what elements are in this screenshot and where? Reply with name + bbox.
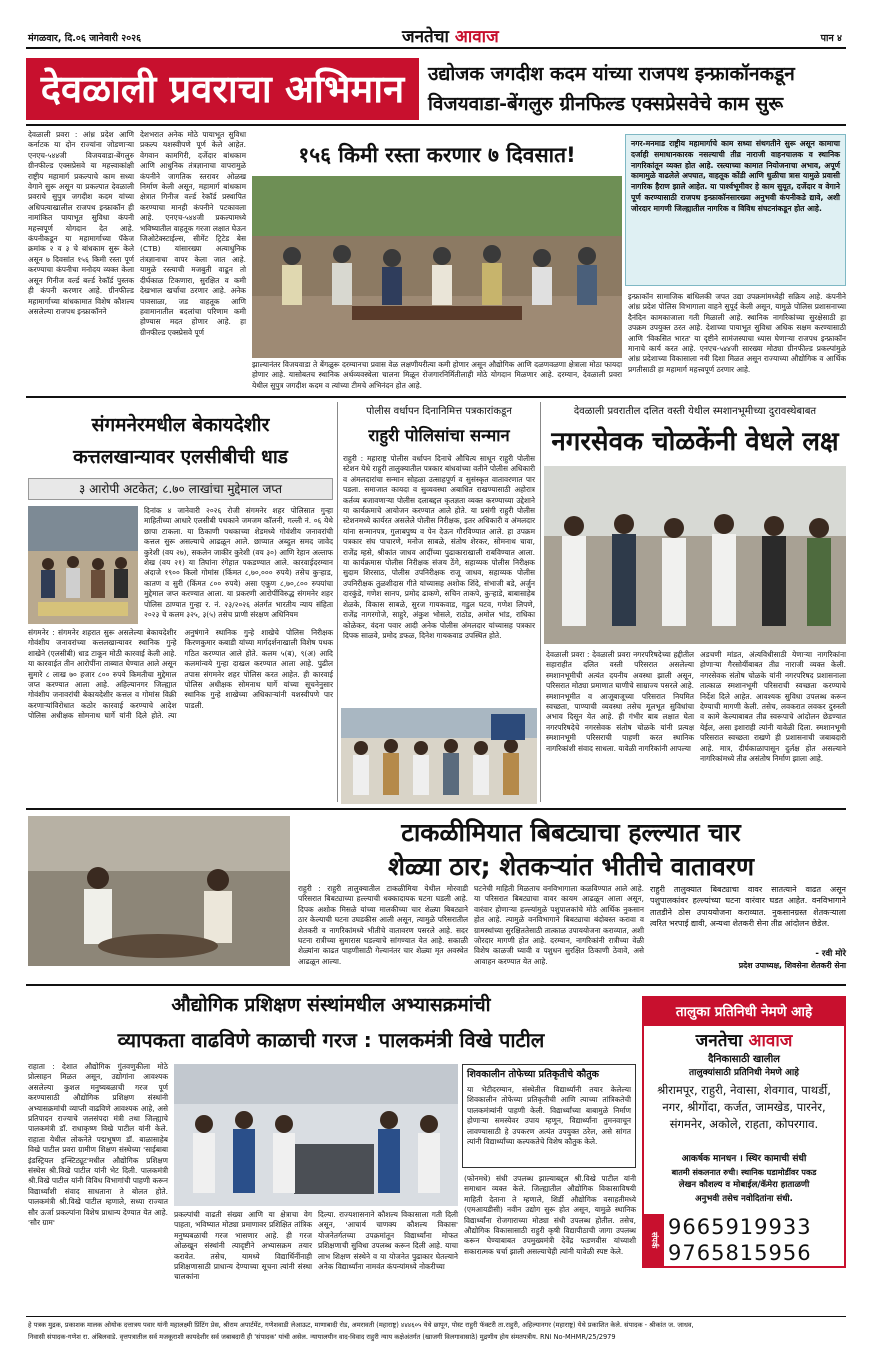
imprint-line-1: हे पत्रक मुद्रक, प्रकाशक मालक ओयोक दत्तात्रय पवार यांनी महालक्ष्मी प्रिंटिंग प्रेस, श्रीराम अपार्टमेंट, गणेशवाडी लेआऊट, माणाबादी रोड, अमरावती (महाराष्ट्र) ४४४६०५ येथे छापून, पोस्ट राहुरी फॅक्टरी ता.राहुरी, अहिल्यानगर (महाराष्ट्र) येथे प्रकाशित केले. संपादक - श्रीकांत ज. जाधव, [28, 1321, 694, 1329]
masthead-logo [402, 24, 499, 47]
iti-photo [174, 1064, 458, 1206]
nagarsevak-col-2: अडचणी मांडत, अंत्यविधीसाठी येणाऱ्या नागरिकांना होणाऱ्या गैरसोयींबाबत तीव्र नाराजी व्यक्त केली. नगरसेवक संतोष चोळके यांनी नगरपरिषद प्रशासनाला तात्काळ स्मशानभूमी परिसराची स्वच्छता करण्याचे निर्देश दिले आहेत. आवश्यक सुविधा उपलब्ध करून देण्याची मागणी केली. तसेच, लवकरात लवकर दुरुस्ती व कामे केल्याबाबत तीव्र स्वरूपाचे आंदोलन छेडण्यात येईल, असा इशाराही त्यांनी यावेळी दिला. स्मशानभूमी परिसरात स्वच्छता राखणे ही प्रशासनाची जबाबदारी आहे. मात्र, दीर्घकाळापासून दुर्लक्ष होत असल्याने नागरिकांमध्ये तीव्र असंतोष निर्माण झाला आहे. [700, 650, 846, 764]
nagarsevak-divider [540, 402, 541, 802]
leopard-quote-title: प्रदेश उपाध्यक्ष, शिवसेना शेतकरी सेना [738, 961, 846, 970]
lead-headline-2: विजयवाडा-बेंगलुरु ग्रीनफिल्ड एक्सप्रेसवेचे काम सुरू [428, 93, 784, 115]
nagarsevak-kicker: देवळाली प्रवरातील दलित वस्ती येथील स्मशानभूमीच्या दुरावस्थेबाबत [573, 406, 817, 417]
section-rule-3 [26, 984, 846, 986]
rep-ad-line-4: अनुभवी तसेच नवोदितांना संधी. [695, 1194, 793, 1204]
rep-ad-logo-janatecha: जनतेचा [695, 1031, 743, 1051]
issue-date: मंगळवार, दि.०६ जानेवारी २०२६ [28, 33, 142, 44]
rahuri-headline: राहुरी पोलिसांचा सन्मान [368, 426, 510, 445]
rep-ad-line-2: बातमी संकलनात रुची। स्थानिक घडामोडींवर पकड [671, 1168, 817, 1177]
section-rule-1 [26, 396, 846, 398]
lead-right-body: इन्फ्राकॉन सामाजिक बांधिलकी जपत उद्या उपक्रमांमध्येही सक्रिय आहे. कंपनीने आंध्र प्रदेश पोलिस विभागाला वाहने सुपूर्द केली असून, यामुळे पोलिस प्रशासनाच्या दैनंदिन कामकाजाला गती मिळाली आहे. स्थानिक नागरिकांच्या सुरक्षेसाठी हा उपक्रम उपयुक्त ठरत आहे. देशाच्या पायाभूत सुविधा अधिक सक्षम करण्यासाठी आणि 'विकसित भारत' या दृष्टीने सामंजस्याचा ध्यास घेणाऱ्या राजपथ इन्फ्राकॉन मानाचे कार्य करत आहे. एनएच-५४४जी सारख्या मोठ्या ग्रीनफील्ड प्रकल्पांमुळे आंध्र प्रदेशाच्या विकासाला नवी दिशा मिळत असून राज्याच्या औद्योगिक व आर्थिक प्रगतीसाठी हा महामार्ग महत्त्वपूर्ण ठरणार आहे. [628, 292, 846, 374]
lead-banner-title: देवळाली प्रवराचा अभिमान [40, 67, 405, 111]
rahuri-divider [337, 402, 338, 802]
logo-word-awaj: आवाज [454, 27, 499, 47]
sangamner-subhead-bar [28, 478, 333, 500]
iti-headline-1: औद्योगिक प्रशिक्षण संस्थांमधील अभ्यासक्रमांची [171, 994, 491, 1016]
nagarsevak-photo [544, 466, 846, 644]
rep-ad-contact-label [644, 1214, 664, 1266]
leopard-quote: राहुरी तालुक्यात बिबट्याचा वावर सातत्याने वाढत असून पशुपालकांवर हल्ल्यांच्या घटना वारंवार घडत आहेत. वनविभागाने तातडीने ठोस उपाययोजना कराव्यात. नुकसानग्रस्त शेतकऱ्याला त्वरित भरपाई द्यावी, अन्यथा शेतकरी सेना तीव्र आंदोलन छेडेल. [650, 885, 846, 929]
iti-col-3: दिल्या. राज्यशासनाने कौशल्य विकासाला गती दिली असून, 'आचार्य चाणक्य कौशल्य विकास' योजनेतर्गतच्या उपक्रमांतून विद्यार्थ्यांना मोफत प्रशिक्षणाची सुविधा उपलब्ध करून दिली आहे. याचा लाभ शिक्षण संस्थेने व या योजनेत पुढाकार घेतल्याने अनेक विद्यार्थ्यांना नामवंत कंपन्यांमध्ये नोकरीच्या [318, 1210, 458, 1272]
leopard-headline-1: टाकळीमियात बिबट्याचा हल्ल्यात चार [401, 818, 741, 847]
lead-rule [26, 124, 846, 126]
rep-ad-phone-2[interactable]: 9765815956 [668, 1241, 812, 1265]
leopard-col-2: घटनेची माहिती मिळताच वनविभागाला कळविण्यात आले आहे. या परिसरात बिबट्याचा वावर कायम आढळून आला असून, वारंवार होणाऱ्या हल्ल्यांमुळे पशुपालकांचे मोठे आर्थिक नुकसान होत आहे. त्यामुळे वनविभागाने बिबट्याचा बंदोबस्त करावा व ग्रामस्थांच्या सुरक्षिततेसाठी तात्काळ उपाययोजना कराव्यात, अशी जोरदार मागणी होत आहे. दरम्यान, नागरिकांनी रात्रीच्या वेळी विशेष काळजी घ्यावी व पशुधन सुरक्षित ठिकाणी ठेवावे, असे आवाहन करण्यात येत आहे. [474, 884, 644, 966]
iti-sidebar-title: शिवकालीन तोफेच्या प्रतिकृतीचे कौतुक [467, 1069, 599, 1080]
lead-photo-caption: झाल्यानंतर विजयवाडा ते बेंगळुरू दरम्यानचा प्रवास वेळ लक्षणीयरीत्या कमी होणार असून औद्योगिक आणि दळणवळणा क्षेत्राला मोठा फायदा होणार आहे. यासोबतच स्थानिक अर्थव्यवस्थेला चालना मिळून रोजगारनिर्मितीलाही मोठे योगदान मिळणार आहे. दरम्यान, देवळाली प्रवरा येथील सुपुत्र जगदीश कदम व त्यांच्या टीमचे अभिनंदन होत आहे. [252, 360, 622, 390]
lead-photo [252, 176, 622, 358]
lead-banner [26, 58, 419, 120]
rahuri-kicker: पोलीस वर्धापन दिनानिमित्त पत्रकारांकडून [366, 406, 512, 417]
page-number: पान ४ [820, 33, 842, 44]
rep-ad-logo [644, 1028, 844, 1051]
rep-ad-places: श्रीरामपूर, राहुरी, नेवासा, शेवगाव, पाथर्डी, नगर, श्रीगोंदा, कर्जत, जामखेड, पारनेर, संगमनेर, अकोले, राहता, कोपरगाव. [657, 1083, 831, 1131]
imprint-line-2: निवासी संपादक-गणेश रा. अंबिलवाडे. वृत्तपत्रातील सर्व मजकूराशी कायदेशीर सर्व जबाबदारी ही 'संपादक' यांची असेल. न्यायालयीन वाद-विवाद राहुरी न्याय कक्षेअंतर्गत (खाजगी विलगावासाठे) मुद्रणीय होय संमतपत्रीय. RNI No-MHMR/25/2979 [28, 1333, 616, 1341]
rep-ad-sub-1: दैनिकासाठी खालील [708, 1054, 780, 1065]
rep-ad-sub-2: तालुक्यांसाठी प्रतिनिधी नेमणे आहे [689, 1068, 799, 1078]
rep-ad-contact [644, 1214, 844, 1266]
nagarsevak-col-1: देवळाली प्रवरा : देवळाली प्रवरा नगरपरिषदेच्या हद्दीतील सहाराहीत दलित वस्ती परिसरात असलेल्या स्मशानभूमीची अत्यंत दयनीय अवस्था झाली असून, परिसरात मोठ्या प्रमाणात घाणीचे साम्राज्य पसरले आहे. स्मशानभूमीत व आजूबाजूच्या परिसरात नियमित स्वच्छता, पाण्याची व्यवस्था तसेच मूलभूत सुविधांचा अभाव दिसून येत आहे. ही गंभीर बाब लक्षात घेता नगरपरिषदेचे नगरसेवक संतोष चोळके यांनी प्रत्यक्ष स्मशानभूमी परिसराची पाहणी करत स्थानिक नागरिकांशी संवाद साधला. यावेळी नागरिकांनी आपल्या [546, 650, 694, 753]
rep-ad-header [644, 998, 844, 1026]
sangamner-headline-1: संगमनेरमधील बेकायदेशीर [91, 414, 270, 436]
lead-highlight-text: नगर-मनमाड राष्ट्रीय महामार्गाचे काम सध्या संथगतीने सुरू असून कामाचा दर्जाही समाधानकारक नसल्याची तीव्र नाराजी वाहनचालक व स्थानिक नागरिकांतून व्यक्त होत आहे. रस्त्याच्या कामात नियोजनाचा अभाव, अपूर्ण कामामुळे वाढलेले अपघात, वाहतूक कोंडी आणि धुळीचा त्रास यामुळे प्रवासी नागरिक हैराण झाले आहेत. या पार्श्वभूमीवर हे काम सुयूत, दर्जेदार व वेगाने पूर्ण करण्यासाठी राजपथ इन्फ्राकॉनसारख्या अनुभवी कंपनीकडे द्यावे, अशी जोरदार मागणी जिल्ह्यातील नागरिक व विविध संघटनांकडून होत आहे. [631, 139, 840, 213]
logo-word-janatecha: जनतेचा [402, 27, 449, 47]
rahuri-photo [341, 708, 537, 804]
sangamner-body-top: दिनांक ४ जानेवारी २०२६ रोजी संगमनेर शहर पोलिसात गुन्हा माहितीच्या आधारे एलसीबी पथकाने जमजम कॉलनी, गल्ली नं. ०६ येथे छापा टाकला. या ठिकाणी पथकाच्या शेडमध्ये गोवंशीय जनावरांची कत्तल सुरू असल्याचे आढळून आले. छाप्यात अब्दुल समद जावेद कुरेशी (वय २७), सकलेन जाकीर कुरेशी (वय ३०) आणि रेहान अल्ताफ शेख (वय २१) या तिघांना रंगेहात पकडण्यात आले. कारवाईदरम्यान अंदाजे १९०० किलो गोमांस (किंमत ८,७०,००० रुपये) तसेच कुऱ्हाड, कातण व सुरी (किंमत ८०० रुपये) असा एकूण ८,७०,८०० रुपयांचा मुद्देमाल जप्त करण्यात आला. या प्रकरणी आरोपींविरुद्ध संगमनेर शहर पोलिस ठाण्यात गुन्हा र. नं. २३/२०२६ अंतर्गत भारतीय न्याय संहिता २०२३ चे कलम ३२५, ३(५) तसेच प्राणी संरक्षण अधिनियम [144, 506, 333, 620]
masthead [26, 27, 846, 49]
iti-col-4: (फोनमधे) संधी उपलब्ध झाल्याबद्दल श्री.विखे पाटील यांनी समाधान व्यक्त केले. जिल्ह्यातील औद्योगिक विकासाविषयी माहिती देताना ते म्हणाले, शिर्डी औद्योगिक वसाहतीमध्ये (एमआयडीसी) नवीन उद्योग सुरू होत असून, यामुळे स्थानिक विद्यार्थ्यांना रोजगाराच्या मोठ्या संधी उपलब्ध होतील. तसेच, औद्योगिक विकासासाठी राहुरी कृषी विद्यापीठाची जागा उपलब्ध करून घेण्याबाबत उपमुख्यमंत्री देवेंद्र फडणवीस यांच्याशी सकारात्मक चर्चा झाली असल्याचेही त्यांनी यावेळी स्पष्ट केले. [464, 1174, 636, 1256]
sangamner-photo [28, 506, 138, 624]
iti-col-1: राहाता : देशात औद्योगिक गुंतवणुकीला मोठे प्रोत्साहन मिळत असून, उद्योगांना आवश्यक असलेल्या कुशल मनुष्यबळाची गरज पूर्ण करण्यासाठी औद्योगिक प्रशिक्षण संस्थांनी अभ्यासक्रमांची व्याप्ती वाढविणे आवश्यक आहे, असे प्रतिपादन राज्याचे जलसंपदा मंत्री तथा जिल्ह्याचे पालकमंत्री डॉ. राधाकृष्ण विखे पाटील यांनी केले. राहाता येथील लोकनेते पद्मभूषण डॉ. बाळासाहेब विखे पाटील प्रवरा ग्रामीण शिक्षण संस्थेच्या 'साईबाबा इंडस्ट्रियल इन्स्टिट्यूट'मधील औद्योगिक प्रशिक्षण संस्थेस श्री.विखे पाटील यांनी भेट दिली. पालकमंत्री श्री.विखे पाटील यांनी विविध विभागांची पाहणी करून विद्यार्थ्यांशी संवाद साधताना ते बोलत होते. पालकमंत्री श्री.विखे पाटील म्हणाले, सध्या राज्यात सौर ऊर्जा प्रकल्पांना विशेष प्राधान्य देण्यात येत आहे. 'सौर ग्राम' [28, 1062, 168, 1228]
nagarsevak-headline: नगरसेवक चोळकेंनी वेधले लक्ष [551, 427, 839, 457]
lead-subhead: १५६ किमी रस्ता करणार ७ दिवसात! [298, 143, 576, 167]
lead-highlight-box [625, 134, 846, 286]
iti-headline-2: व्यापकता वाढविणे काळाची गरज : पालकमंत्री विखे पाटील [117, 1028, 545, 1052]
iti-sidebar-text: या भेटीदरम्यान, संस्थेतील विद्यार्थ्यांनी तयार केलेल्या शिवकालीन तोफेच्या प्रतिकृतीची आणि त्याच्या तांत्रिकतेची पालकमंत्र्यांनी पाहणी केली. विद्यार्थ्यांच्या बाबामुळे निर्माण होणाऱ्या समस्येवर उपाय म्हणून, विद्यार्थ्यांना तुमनवाचून लावण्यासाठी हे उपकरण अत्यंत उपयुक्त ठरेल, असे सांगत त्यांनी विद्यार्थ्यांच्या कल्पकतेचे विशेष कौतुक केले. [467, 1085, 631, 1147]
rep-ad-line-1: आकर्षक मानधन । स्थिर कामाची संधी [681, 1154, 807, 1164]
leopard-quote-author: - रवी मोरे [815, 949, 846, 959]
rep-ad-logo-awaj: आवाज [748, 1031, 793, 1051]
lead-headline-1: उद्योजक जगदीश कदम यांच्या राजपथ इन्फ्राकॉनकडून [428, 63, 795, 85]
rep-ad-line-3: लेखन कौशल्य व मोबाईल/कॅमेरा हाताळणी [678, 1180, 810, 1190]
lead-col-1: देवळाली प्रवरा : आंध्र प्रदेश आणि कर्नाटक या दोन राज्यांना जोडणाऱ्या एनएच-५४४जी विजयवाडा-बेंगलुरु ग्रीनफील्ड एक्सप्रेसवे या महत्त्वाकांक्षी राष्ट्रीय महामार्ग प्रकल्पाचे काम सध्या वेगाने सुरू असून या प्रकल्पात देवळाली प्रवराचे सुपुत्र जगदीश कदम यांच्या अधिपत्याखालील राजपथ इन्फ्राकॉन ही नामांकित पायाभूत सुविधा कंपनी महत्त्वपूर्ण योगदान देत आहे. कंपनीकडून या महामार्गाच्या पॅकेज क्रमांक २ व ३ चे बांधकाम सुरू केले असून ७ दिवसांत १५६ किमी रस्ता पूर्ण करण्याचा कंपनीचा मनोदय व्यक्त केला असून गिनीज वर्ल्ड बर्ल्ड रेकॉर्ड पुस्तक ही कंपनी करणार आहे. ग्रीनफील्ड महामार्गाच्या बांधकामात विशेष कौशल्य असलेल्या राजपथ इन्फ्राकॉनने [28, 130, 134, 316]
lead-col-2: देशभरात अनेक मोठे पायाभूत सुविधा प्रकल्प यशस्वीपणे पूर्ण केले आहेत. वेगवान कामगिरी, दर्जेदार बांधकाम आणि आधुनिक तंत्रज्ञानाचा वापरामुळे कंपनीने जागतिक स्तरावर ओळख निर्माण केली असून, महामार्ग बांधकाम क्षेत्रात गिनीज वर्ल्ड रेकॉर्ड प्रस्थापित करण्याचा मानही कंपनीने पटकावला आहे. एनएच-५४४जी प्रकल्पामध्ये भविष्यातील वाहतूक गरजा लक्षात घेऊन जिओटेक्स्टाईल्स, सीमेंट ट्रिटेड बेस (CTB) यांसारख्या अत्याधुनिक तंत्रज्ञानाचा वापर केला जात आहे. यामुळे रस्त्याची मजबुती वाढून तो दीर्घकाळ टिकणारा, सुरक्षित व कमी देखभाल खर्चाचा ठरणार आहे. अनेक पावसाळा, जड वाहतूक आणि हवामानातील बदलांचा परिणाम कमी होण्यास मदत होणार आहे. हा ग्रीनफील्ड एक्स्प्रेसवे पूर्ण [140, 130, 246, 337]
rep-ad [642, 996, 846, 1268]
sangamner-subhead: ३ आरोपी अटकेत; ८.७० लाखांचा मुद्देमाल जप्त [79, 482, 282, 496]
leopard-col-1: राहुरी : राहुरी तालुक्यातील टाकळीमिया येथील मोरवाडी परिसरात बिबट्याच्या हल्ल्याची धक्कादायक घटना घडली आहे. दिपक अशोक मिसळे यांच्या मालकीच्या चार शेळ्या बिबट्याने ठार केल्याची घटना उघडकीस आली असून, त्यामुळे परिसरातील शेतकरी व नागरिकांमध्ये भीतीचे वातावरण पसरले आहे. सदर घटना रात्रीच्या सुमारास घडल्याचे सांगण्यात येत आहे. सकाळी शेळ्यांना काढत पाहणीसाठी गेल्यानंतर चार शेळ्या मृत अवस्थेत आढळून आल्या. [298, 884, 468, 966]
rep-ad-contact-text: संपर्क [650, 1231, 659, 1249]
footer-rule [26, 1316, 846, 1317]
sangamner-headline-2: कत्तलखान्यावर एलसीबीची धाड [73, 446, 288, 468]
sangamner-body-bottom: संगमनेर : संगमनेर शहरात सुरू असलेल्या बेकायदेशीर गोवंशीय जनावरांच्या कत्तलखान्यावर स्थानिक गुन्हे शाखेने (एलसीबी) धाड टाकून मोठी कारवाई केली आहे. या कारवाईत तीन आरोपींना ताब्यात घेण्यात आले असून सुमारे ८ लाख ७० हजार ८०० रुपये किमतीचा मुद्देमाल जप्त करण्यात आला आहे. अहिल्यानगर जिल्ह्यात गोवंशीय जनावरांची बेकायदेशीर कत्तल व गोमांस विक्री करणाऱ्यांविरोधात कठोर कारवाई करण्याचे आदेश पोलिस अधीक्षक सोमनाथ घार्गे यांनी दिले होते. त्या अनुषंगाने स्थानिक गुन्हे शाखेचे पोलिस निरीक्षक किरणकुमार कबाडी यांच्या मार्गदर्शनाखाली विशेष पथक गठित करण्यात आले होते. कलम ५(ब), ९(अ) आदि कलमांन्वये गुन्हा दाखल करण्यात आला आहे. पुढील तपास संगमनेर शहर पोलिस करत आहेत. ही कारवाई पोलिस अधीक्षक सोमनाथ घार्गे यांच्या सूचनेनुसार स्थानिक गुन्हे शाखेच्या अधिकाऱ्यांनी यशस्वीपणे पार पाडली. [28, 628, 333, 721]
leopard-quote-box [650, 884, 846, 978]
rep-ad-title: तालुका प्रतिनिधी नेमणे आहे [675, 1004, 813, 1020]
iti-col-2: प्रकल्पांची वाढती संख्या आणि या क्षेत्राचा वेग पाहता, भविष्यात मोठ्या प्रमाणावर प्रशिक्षित तांत्रिक मनुष्यबळाची गरज भासणार आहे. ही गरज ओळखून संस्थांनी त्यादृष्टीने अभ्यासक्रम तयार करावेत. तसेच, यामध्ये विद्यार्थिनींनाही प्रशिक्षणासाठी प्राधान्य देण्याच्या सूचना त्यांनी संस्था चालकांना [174, 1210, 312, 1282]
section-rule-2 [26, 808, 846, 810]
iti-sidebar-box [462, 1064, 636, 1168]
rahuri-body: राहुरी : महाराष्ट्र पोलीस वर्धापन दिनाचे औचित्य साधून राहुरी पोलीस स्टेशन येथे राहुरी तालुक्यातील पत्रकार बांधवांच्या वतीने पोलीस अधिकारी व अंमलदारांचा सन्मान सोहळा उत्साहपूर्ण व सुसंस्कृत वातावरणात पार पडला. समाजात कायदा व सुव्यवस्था अबाधित राखण्यासाठी अहोरात्र कर्तव्य बजावणाऱ्या पोलीस दलाबद्दल कृतज्ञता व्यक्त करण्याच्या उद्देशाने या कार्यक्रमाचे आयोजन करण्यात आले होते. या प्रसंगी राहुरी पोलीस स्टेशनमध्ये कार्यरत असलेले पोलीस निरीक्षक, इतर अधिकारी व अंमलदार यांना सन्मानपत्र, गुलाबपुष्प व पेन देऊन गौरविण्यात आले. हा उपक्रम पत्रकार संघ पाचारणे, मनोज साबळे, संतोष शेरकर, सोमनाथ चावा, राजेंद्र म्हसे, श्रीकांत जाधव आदींच्या पुढाकाराखाली राबविण्यात आला. या कार्यक्रमास पोलीस निरीक्षक संजय ठेंगे, सहाय्यक पोलीस निरीक्षक सुदाम शिरसाठ, पोलीस उपनिरीक्षक राजू जाधव, सहाय्यक पोलीस उपनिरीक्षक तुळशीदास गीते यांच्यासह अशोक शिंदे, संभाजी बडे, अर्जुन दारकुंडे, गणेश सानप, प्रमोद ढाकणे, सचिन ताकपे, कुऱ्हाडे, बाबासाहेब शेळके, विकास साबळे, सुरज गायकवाड, गडुल घटव, गणेश लिपणे, राजेंद्र नागरगोजे, साहुरे, अंकुश भोसले, राठोड, अमोल भांड, राधिका कोळेकर, वंदना पवार आदी अनेक पोलीस अंमलदार यांच्यासह पत्रकार दिपक साळवे, प्रमोद डफळ, दिनेश गायकवाड उपस्थित होते. [343, 454, 535, 640]
rep-ad-phone-1[interactable]: 9665919933 [668, 1215, 812, 1239]
leopard-photo [28, 816, 290, 966]
leopard-headline-2: शेळ्या ठार; शेतकऱ्यांत भीतीचे वातावरण [387, 852, 755, 881]
